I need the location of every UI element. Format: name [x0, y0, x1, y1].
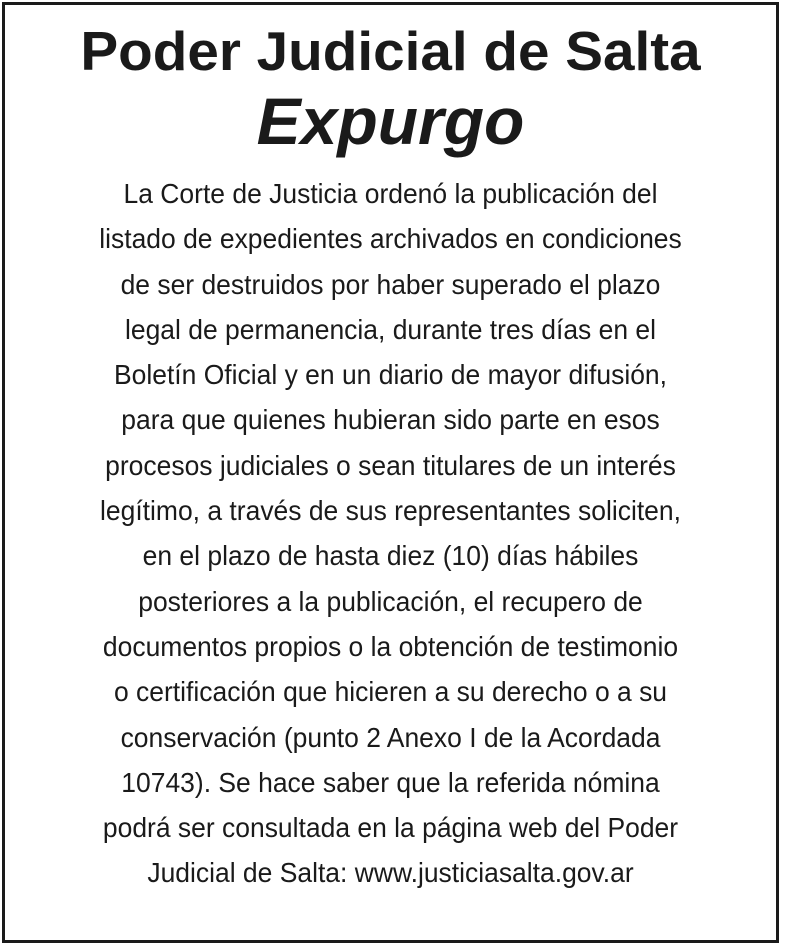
body-line: documentos propios o la obtención de testimonio — [102, 630, 679, 662]
body-line: conservación (punto 2 Anexo I de la Acordada — [120, 721, 661, 753]
body-line: podrá ser consultada en la página web del Poder — [102, 812, 679, 844]
body-line: procesos judiciales o sean titulares de un interés — [105, 449, 676, 481]
notice-body — [5, 171, 776, 896]
body-line: legítimo, a través de sus representantes soliciten, — [100, 495, 681, 527]
body-line: La Corte de Justicia ordenó la publicación del — [123, 178, 658, 209]
body-line: en el plazo de hasta diez (10) días hábiles — [142, 540, 639, 572]
body-line: Judicial de Salta: www.justiciasalta.gov.ar — [147, 857, 634, 889]
body-line: Boletín Oficial y en un diario de mayor difusión, — [113, 359, 668, 391]
notice-subtitle: Expurgo — [256, 84, 525, 158]
body-line: posteriores a la publicación, el recupero de — [138, 585, 643, 617]
body-line: listado de expedientes archivados en condiciones — [99, 223, 682, 255]
body-line: 10743). Se hace saber que la referida nómina — [121, 766, 660, 798]
body-line: para que quienes hubieran sido parte en esos — [121, 404, 660, 436]
body-line: legal de permanencia, durante tres días en el — [124, 313, 657, 345]
notice-title: Poder Judicial de Salta — [80, 20, 701, 82]
notice-box — [2, 2, 779, 943]
body-line: de ser destruidos por haber superado el plazo — [120, 268, 661, 300]
body-line: o certificación que hicieren a su derecho o a su — [113, 676, 668, 708]
